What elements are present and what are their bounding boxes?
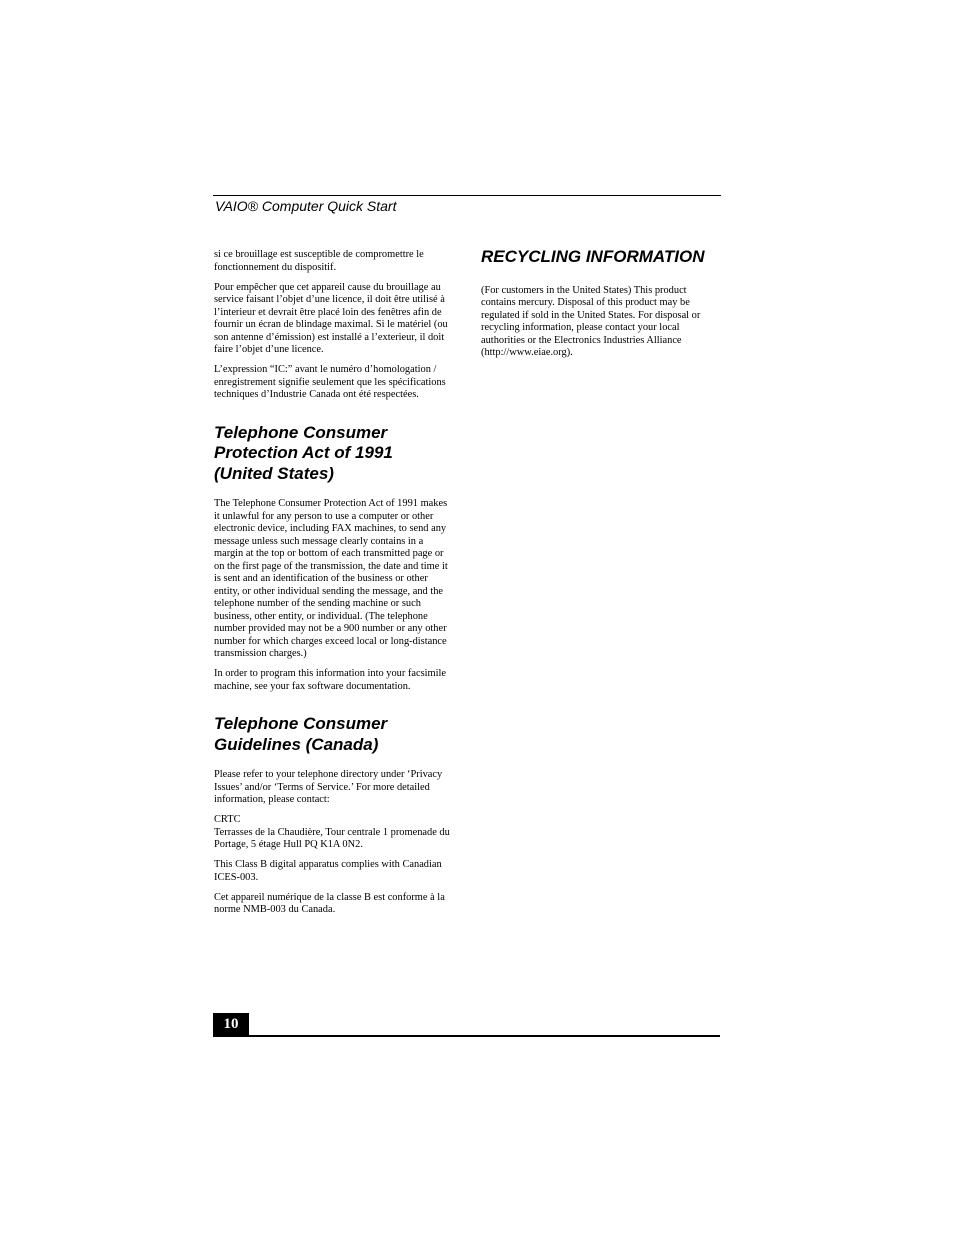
paragraph: si ce brouillage est susceptible de compromettre le fonctionnement du dispositif. (214, 249, 424, 273)
footer-rule (213, 1035, 720, 1037)
header-rule (213, 195, 721, 196)
paragraph: Cet appareil numérique de la classe B est conforme à la norme NMB-003 du Canada. (214, 891, 445, 915)
paragraph: In order to program this information into your facsimile machine, see your fax software documentation. (214, 668, 447, 692)
paragraph: (For customers in the United States) This product contains mercury. Disposal of this product may be regulated if sold in the United States. For disposal or recycling information, please contact your local authorities or the Electronics Industries Alliance (http://www.eiae.org). (481, 284, 701, 358)
section-heading-tcpa: Telephone Consumer Protection Act of 1991 (United States) (214, 422, 393, 483)
page-number: 10 (213, 1013, 249, 1037)
running-header: VAIO® Computer Quick Start (215, 198, 397, 214)
address-line: Terrasses de la Chaudière, Tour centrale 1 promenade du Portage, 5 étage Hull PQ K1A 0N2. (214, 826, 450, 850)
paragraph: This Class B digital apparatus complies with Canadian ICES-003. (214, 859, 442, 883)
left-column (214, 249, 453, 924)
paragraph: The Telephone Consumer Protection Act of 1991 makes it unlawful for any person to use a computer or other electronic device, including FAX machines, to send any message unless such message clearly contains in a margin at the top or bottom of each transmitted page or on the first page of the transmission, the date and time it is sent and an identification of the business or other entity, or other individual sending the message, and the telephone number of the sending machine or such business, other entity, or individual. (The telephone number provided may not be a 900 number or any other number for which charges exceed local or long-distance transmission charges.) (214, 498, 448, 659)
right-column (481, 247, 716, 367)
crtc-address (214, 814, 453, 852)
paragraph: Pour empêcher que cet appareil cause du brouillage au service faisant l’objet d’une licence, il doit être utilisé à l’interieur et devrait être placé loin des fenêtres afin de fournir un écran de blindage maximal. Si le matériel (ou son antenne d’émission) est installé a l’exterieur, il doit faire l’objet d’une licence. (214, 281, 448, 355)
section-heading-recycling: RECYCLING INFORMATION (481, 247, 705, 266)
paragraph: L’expression “IC:” avant le numéro d’homologation / enregistrement signifie seulement que les spécifications techniques d’Industrie Canada ont été respectées. (214, 364, 446, 400)
address-name: CRTC (214, 814, 241, 825)
paragraph: Please refer to your telephone directory under ‘Privacy Issues’ and/or ‘Terms of Service.’ For more detailed information, please contact: (214, 769, 443, 805)
section-heading-canada: Telephone Consumer Guidelines (Canada) (214, 714, 388, 754)
